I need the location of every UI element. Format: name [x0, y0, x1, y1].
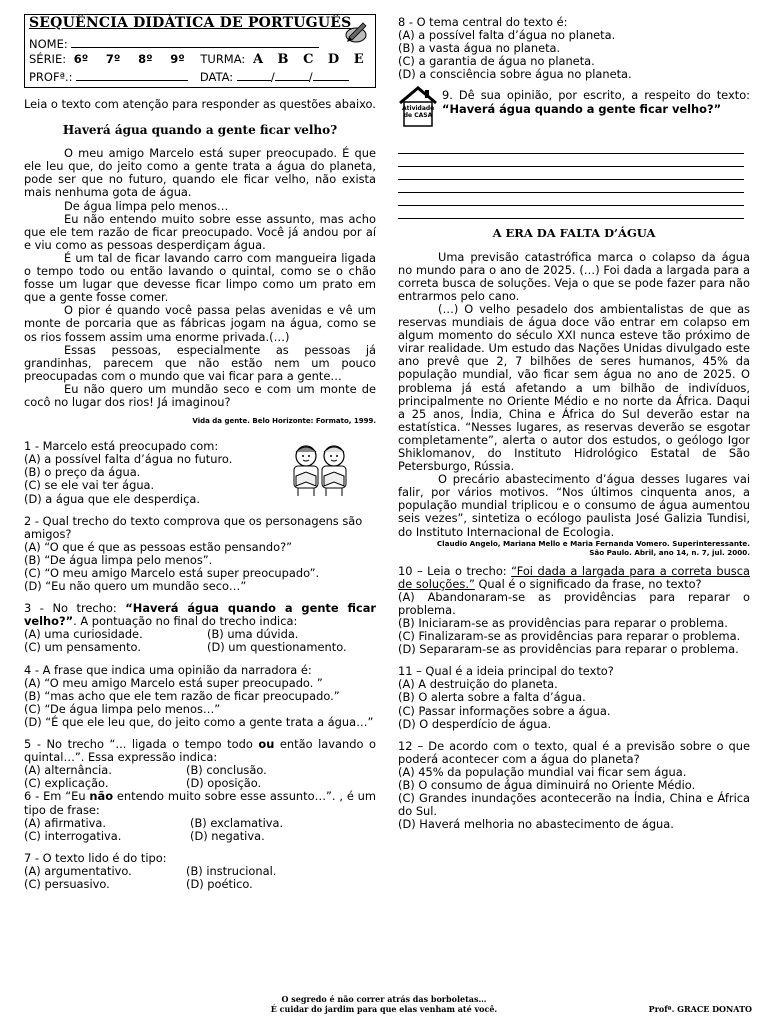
text2-source-2: São Paulo. Abril, ano 14, n. 7, jul. 2000.	[589, 547, 750, 557]
question-6	[24, 790, 376, 842]
question-8	[398, 16, 750, 81]
question-1-option-a[interactable]: (A) a possível falta d’água no futuro.	[24, 452, 233, 467]
question-3-option-a[interactable]: (A) uma curiosidade.	[24, 627, 143, 642]
homework-badge-top: Atividade	[402, 105, 435, 113]
text1-paragraph-2: De água limpa pelo menos…	[64, 198, 229, 213]
question-12	[398, 740, 750, 832]
question-5-option-d[interactable]: (D) oposição.	[186, 776, 262, 791]
name-field[interactable]	[71, 37, 319, 48]
question-3-row-2	[24, 641, 376, 654]
name-label: NOME:	[29, 37, 68, 51]
question-4-option-b[interactable]: (B) “mas acho que ele tem razão de ficar preocupado.”	[24, 688, 340, 703]
question-5-option-c[interactable]: (C) explicação.	[24, 776, 109, 791]
question-5-option-a[interactable]: (A) alternância.	[24, 763, 112, 778]
question-1	[24, 440, 376, 505]
text2-paragraph-1: Uma previsão catastrófica marca o colapso da água no mundo para o ano de 2025. (…) Foi dada a largada para a correta busca de soluções. Veja o que se pode fazer para não entrarmos pelo cano.	[398, 249, 750, 303]
text1-paragraph-4: É um tal de ficar lavando carro com mangueira ligada o tempo todo ou então lavando o quintal, como se o chão fosse um lugar que devesse ficar limpo como um prato em que a gente fosse comer.	[24, 250, 376, 305]
homework-badge-bottom: de CASA	[403, 112, 433, 120]
question-6-stem	[24, 790, 376, 816]
right-column	[398, 16, 750, 831]
question-1-option-b[interactable]: (B) o preço da água.	[24, 465, 141, 480]
homework-house-icon	[398, 85, 438, 129]
answer-line-5[interactable]	[398, 193, 744, 206]
date-year-field[interactable]	[313, 70, 349, 81]
question-4-option-c[interactable]: (C) “De água limpa pelo menos…”	[24, 701, 221, 716]
question-5-stem-end: então lavando o quintal…”. Essa expressão indica:	[24, 737, 376, 765]
question-9-stem	[442, 89, 750, 115]
question-2-option-b[interactable]: (B) “De água limpa pelo menos”.	[24, 552, 213, 567]
question-7-stem: 7 - O texto lido é do tipo:	[24, 850, 167, 865]
question-4	[24, 664, 376, 729]
series-row	[29, 53, 369, 66]
question-6-option-a[interactable]: (A) afirmativa.	[24, 815, 106, 830]
question-6-row-2	[24, 830, 376, 843]
question-10-quote: “Foi dada a largada para a correta busca de soluções.”	[398, 563, 750, 591]
question-9-stem-start: 9. Dê sua opinião, por escrito, a respeito do texto:	[442, 88, 750, 103]
question-3-stem-end: . A pontuação no final do trecho indica:	[73, 614, 298, 629]
question-10-option-a[interactable]: (A) Abandonaram-se as providências para reparar o problema.	[398, 589, 750, 617]
question-12-option-c[interactable]: (C) Grandes inundações acontecerão na Índia, China e África do Sul.	[398, 791, 750, 819]
question-3-option-c[interactable]: (C) um pensamento.	[24, 640, 141, 655]
question-4-stem: 4 - A frase que indica uma opinião da narradora é:	[24, 662, 312, 677]
question-1-option-c[interactable]: (C) se ele vai ter água.	[24, 478, 155, 493]
question-7-row-2	[24, 878, 376, 891]
question-12-option-d[interactable]: (D) Haverá melhoria no abastecimento de água.	[398, 817, 674, 832]
question-10	[398, 565, 750, 657]
answer-line-3[interactable]	[398, 167, 744, 180]
prof-field[interactable]	[76, 70, 188, 81]
serie-option-9[interactable]: 9º	[170, 52, 185, 66]
question-6-keyword: não	[89, 789, 114, 804]
question-3-option-b[interactable]: (B) uma dúvida.	[207, 627, 299, 642]
question-6-stem-start: 6 - Em “Eu	[24, 789, 90, 804]
question-11-option-b[interactable]: (B) O alerta sobre a falta d’água.	[398, 690, 586, 705]
question-8-option-a[interactable]: (A) a possível falta d’água no planeta.	[398, 28, 616, 43]
question-3	[24, 602, 376, 654]
question-10-option-d[interactable]: (D) Separaram-se as providências para reparar o problema.	[398, 642, 739, 657]
intro-text: Leia o texto com atenção para responder as questões abaixo.	[24, 97, 376, 111]
question-8-option-c[interactable]: (C) a garantia de água no planeta.	[398, 54, 595, 69]
question-2-option-d[interactable]: (D) “Eu não quero um mundão seco…”	[24, 579, 247, 594]
question-4-option-d[interactable]: (D) “É que ele leu que, do jeito como a gente trata a água…”	[24, 714, 374, 729]
serie-option-7[interactable]: 7º	[105, 52, 121, 66]
question-6-option-d[interactable]: (D) negativa.	[190, 828, 265, 843]
text1-paragraph-7: Eu não quero um mundão seco e com um monte de cocô no lugar dos rios! Já imaginou?	[24, 381, 376, 409]
question-5-keyword: ou	[258, 737, 275, 752]
question-7-option-d[interactable]: (D) poético.	[186, 876, 253, 891]
question-11-option-c[interactable]: (C) Passar informações sobre a água.	[398, 703, 611, 718]
question-2-option-a[interactable]: (A) “O que é que as pessoas estão pensando?”	[24, 539, 293, 554]
text1-source: Vida da gente. Belo Horizonte: Formato, 1999.	[192, 417, 376, 426]
question-9-quote: “Haverá água quando a gente ficar velho?”	[442, 101, 722, 116]
text2-paragraph-2: (…) O velho pesadelo dos ambientalistas de que as reservas mundiais de água doce vão entrar em colapso em algum momento do século XXI nunca esteve tão próximo de virar realidade. Um estudo das Nações Unidas divulgado este ano prevê que 2, 7 bilhões de seres humanos, 45% da população mundial, vão ficar sem água no ano de 2025. O problema já está afetando a um bilhão de indivíduos, principalmente no Oriente Médio e no norte da África. Daqui a 25 anos, Índia, China e África do Sul deverão estar na estatística. “Nesses lugares, as reservas deverão se esgotar completamente”, alerta o autor dos estudos, o geólogo Igor Shiklomanov, do Instituto Hidrológico Estatal de São Petersburgo, Rússia.	[398, 301, 750, 474]
footer-quote-line-2: É cuidar do jardim para que elas venham até você.	[270, 1004, 498, 1014]
question-7-option-c[interactable]: (C) persuasivo.	[24, 876, 110, 891]
question-5-option-b[interactable]: (B) conclusão.	[186, 763, 267, 778]
question-5-stem	[24, 738, 376, 764]
question-11-stem: 11 – Qual é a ideia principal do texto?	[398, 664, 614, 679]
question-10-stem	[398, 565, 750, 591]
answer-line-4[interactable]	[398, 180, 744, 193]
question-5-stem-start: 5 - No trecho “... ligada o tempo todo	[24, 737, 259, 752]
question-5	[24, 738, 376, 790]
answer-line-6[interactable]	[398, 206, 744, 219]
left-column	[24, 0, 376, 891]
question-12-option-a[interactable]: (A) 45% da população mundial vai ficar sem água.	[398, 764, 687, 779]
serie-option-6[interactable]: 6º	[73, 52, 89, 66]
worksheet-title: SEQUÊNCIA DIDÁTICA DE PORTUGUÊS	[29, 15, 352, 31]
text1-paragraph-3: Eu não entendo muito sobre esse assunto, mas acho que ele tem razão de ficar preocupado. Você já andou por aí e viu como as pessoas desperdiçam água.	[24, 211, 376, 252]
text2-paragraph-3: O precário abastecimento d’água desses lugares vai falir, por vários motivos. “Nos últimos cinquenta anos, a população mundial triplicou e o consumo de água aumentou seis vezes”, sintetiza o ecólogo paulista José Galizia Tundisi, do Instituto Internacional de Ecologia.	[398, 472, 750, 539]
name-row	[29, 37, 329, 51]
question-11-option-d[interactable]: (D) O desperdício de água.	[398, 716, 552, 731]
date-label: DATA:	[199, 70, 234, 84]
question-9	[398, 87, 750, 131]
question-2-option-c[interactable]: (C) “O meu amigo Marcelo está super preocupado”.	[24, 566, 320, 580]
question-2	[24, 515, 376, 594]
prof-label: PROFª.:	[29, 70, 73, 84]
header-box	[24, 14, 376, 88]
question-3-quote: “Haverá água quando a gente ficar velho?”	[24, 601, 376, 629]
question-8-option-d[interactable]: (D) a consciência sobre água no planeta.	[398, 67, 632, 82]
homework-badge-text	[402, 105, 434, 119]
answer-line-1[interactable]	[398, 141, 744, 154]
question-6-option-c[interactable]: (C) interrogativa.	[24, 828, 122, 843]
question-7-option-b[interactable]: (B) instrucional.	[186, 863, 277, 878]
turma-label: TURMA:	[200, 52, 246, 66]
prof-row: PROFª.: DATA: / /	[29, 70, 349, 84]
text1-title: Haverá água quando a gente ficar velho?	[62, 123, 338, 138]
question-6-stem-end: entendo muito sobre esse assunto…”. , é um tipo de frase:	[24, 789, 377, 817]
text1-paragraph-1: O meu amigo Marcelo está super preocupado. É que ele leu que, do jeito como a gente trata a água do planeta, pode ser que no futuro, quando ele ficar velho, não exista mais nenhuma gota de água.	[24, 146, 376, 200]
question-10-stem-end: Qual é o significado da frase, no texto?	[474, 576, 702, 591]
question-3-stem	[24, 602, 376, 628]
question-4-option-a[interactable]: (A) “O meu amigo Marcelo está super preocupado. ”	[24, 675, 323, 690]
date-day-field[interactable]	[237, 70, 271, 81]
footer-author: Profª. GRACE DONATO	[648, 1004, 752, 1014]
question-1-option-d[interactable]: (D) a água que ele desperdiça.	[24, 491, 200, 506]
answer-line-2[interactable]	[398, 154, 744, 167]
turma-options[interactable]: A B C D E	[252, 52, 369, 67]
serie-option-8[interactable]: 8º	[138, 52, 153, 66]
question-8-stem: 8 - O tema central do texto é:	[398, 15, 568, 29]
text2-title: A ERA DA FALTA D’ÁGUA	[492, 226, 656, 241]
question-12-option-b[interactable]: (B) O consumo de água diminuirá no Oriente Médio.	[398, 778, 696, 793]
question-1-stem: 1 - Marcelo está preocupado com:	[24, 439, 219, 454]
question-10-option-c[interactable]: (C) Finalizaram-se as providências para reparar o problema.	[398, 629, 741, 644]
question-6-option-b[interactable]: (B) exclamativa.	[190, 815, 284, 830]
question-7-option-a[interactable]: (A) argumentativo.	[24, 863, 132, 878]
question-10-stem-start: 10 – Leia o trecho:	[398, 563, 512, 578]
question-6-row-1	[24, 817, 376, 830]
question-12-stem: 12 – De acordo com o texto, qual é a previsão sobre o que poderá acontecer com a água do planeta?	[398, 738, 750, 766]
question-10-option-b[interactable]: (B) Iniciaram-se as providências para reparar o problema.	[398, 616, 728, 630]
question-3-option-d[interactable]: (D) um questionamento.	[207, 640, 347, 655]
question-8-option-b[interactable]: (B) a vasta água no planeta.	[398, 41, 561, 56]
question-3-stem-start: 3 - No trecho:	[24, 601, 126, 616]
kids-reading-illustration	[284, 442, 358, 501]
text1-paragraph-5: O pior é quando você passa pelas avenidas e vê um monte de porcaria que as fábricas jogam na água, como se os rios fossem assim uma enorme privada.(…)	[24, 303, 376, 344]
text2-source-1: Claudio Angelo, Mariana Mello e Maria Fernanda Vomero. Superinteressante.	[436, 538, 750, 548]
pen-logo-icon	[343, 19, 369, 48]
footer-quote-line-1: O segredo é não correr atrás das borboletas…	[281, 994, 487, 1004]
serie-label: SÉRIE:	[29, 52, 67, 66]
date-month-field[interactable]	[275, 70, 309, 81]
question-2-stem: 2 - Qual trecho do texto comprova que os personagens são amigos?	[24, 513, 363, 541]
answer-lines	[398, 141, 750, 219]
question-7-row-1	[24, 865, 376, 878]
question-7	[24, 852, 376, 891]
text1-paragraph-6: Essas pessoas, especialmente as pessoas já grandinhas, parecem que não estão nem um pouco preocupadas com o mundo que vai ficar para a gente…	[24, 342, 376, 383]
question-11	[398, 665, 750, 730]
question-11-option-a[interactable]: (A) A destruição do planeta.	[398, 677, 558, 692]
